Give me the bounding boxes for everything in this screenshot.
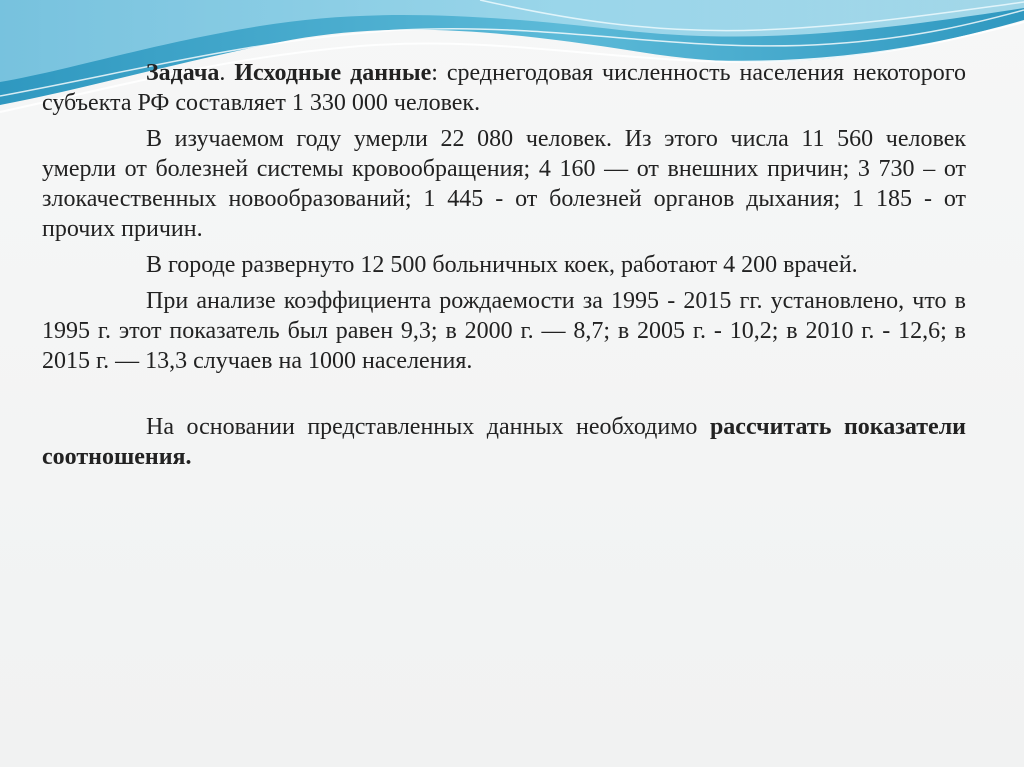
population-text: : среднегодовая численность населения некоторого субъекта РФ составляет 1 330 000 человек.	[42, 60, 966, 116]
source-data-label: Исходные данные	[234, 60, 432, 86]
paragraph-beds: В городе развернуто 12 500 больничных коек, работают 4 200 врачей.	[146, 252, 858, 278]
paragraph-birth-rate: При анализе коэффициента рождаемости за 1995 - 2015 гг. установлено, что в 1995 г. этот показатель был равен 9,3; в 2000 г. — 8,7; в 2005 г. - 10,2; в 2010 г. - 12,6; в 2015 г. — 13,3 случаев на 1000 населения.	[42, 288, 966, 374]
paragraph-assignment	[42, 412, 966, 472]
paragraph-task	[42, 58, 966, 118]
task-label: Задача	[146, 60, 220, 86]
assignment-emphasis: рассчитать показатели соотношения.	[42, 414, 966, 470]
slide-content	[42, 58, 966, 478]
assignment-text: На основании представленных данных необходимо	[146, 414, 710, 440]
task-separator: .	[219, 60, 235, 86]
paragraph-deaths: В изучаемом году умерли 22 080 человек. Из этого числа 11 560 человек умерли от болезней системы кровообращения; 4 160 — от внешних причин; 3 730 – от злокачественных новообразований; 1 445 - от болезней органов дыхания; 1 185 - от прочих причин.	[42, 126, 966, 242]
